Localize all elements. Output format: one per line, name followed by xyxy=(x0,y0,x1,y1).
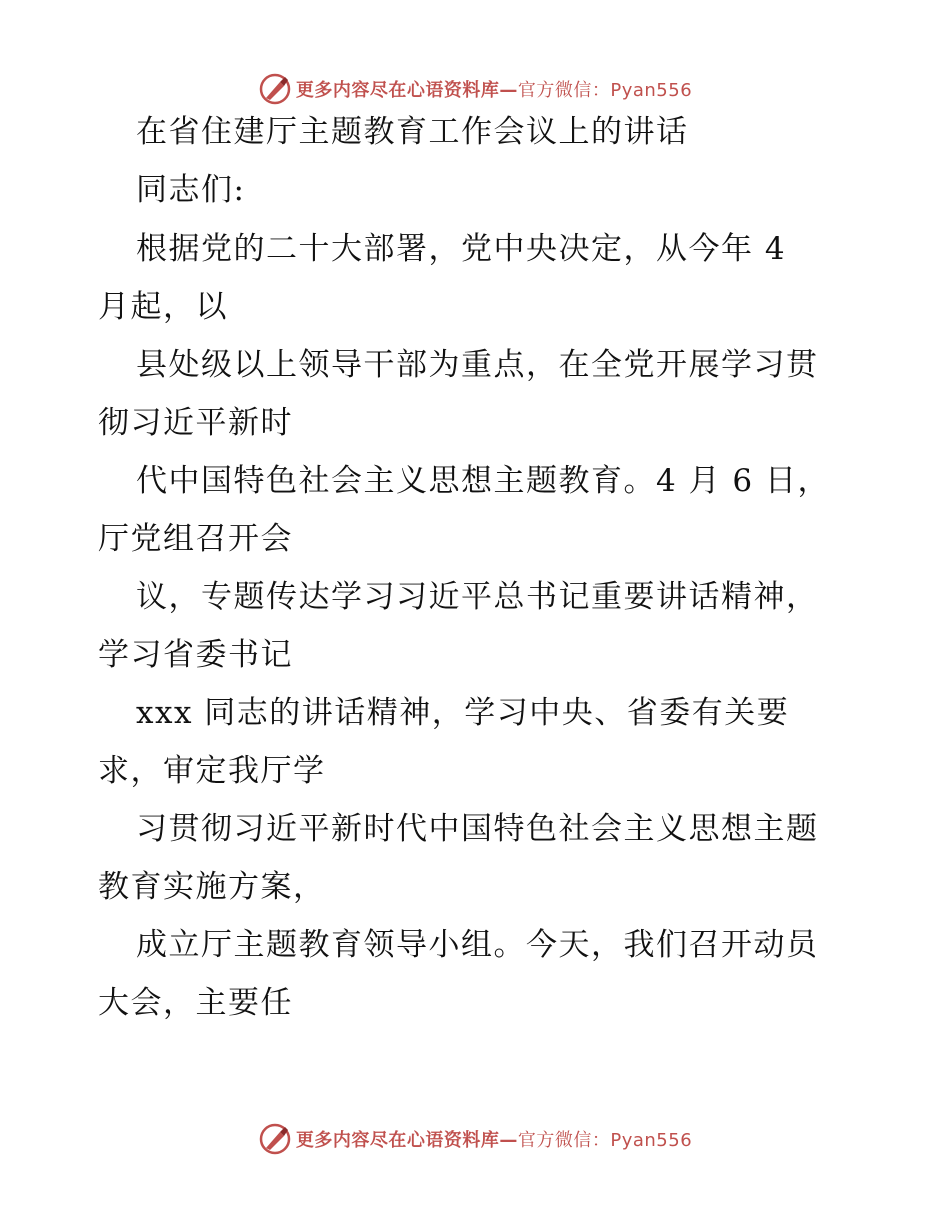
paragraph-line: 求，审定我厅学 xyxy=(98,753,326,789)
header-banner-text: 更多内容尽在心语资料库— xyxy=(295,80,518,101)
paragraph-line: 县处级以上领导干部为重点，在全党开展学习贯 xyxy=(136,347,819,383)
paragraph-line: 代中国特色社会主义思想主题教育。4 月 6 日， xyxy=(136,463,831,499)
pen-logo-icon xyxy=(258,72,292,106)
paragraph-line: 成立厅主题教育领导小组。今天，我们召开动员 xyxy=(136,927,819,963)
footer-banner-text: 更多内容尽在心语资料库— xyxy=(295,1130,518,1151)
paragraph-line: 教育实施方案， xyxy=(98,869,326,905)
paragraph-line: 月起，以 xyxy=(98,289,228,325)
paragraph-line: 议，专题传达学习习近平总书记重要讲话精神， xyxy=(136,579,819,615)
paragraph-line: 大会，主要任 xyxy=(98,985,293,1021)
footer-watermark-banner xyxy=(0,1122,950,1156)
salutation: 同志们: xyxy=(136,172,246,208)
paragraph-line: 学习省委书记 xyxy=(98,637,293,673)
pen-logo-icon xyxy=(258,1122,292,1156)
document-title: 在省住建厅主题教育工作会议上的讲话 xyxy=(136,114,689,150)
paragraph-line: xxx 同志的讲话精神，学习中央、省委有关要 xyxy=(136,695,790,731)
paragraph-line: 根据党的二十大部署，党中央决定，从今年 4 xyxy=(136,231,787,267)
header-banner-wechat: 官方微信：Pyan556 xyxy=(517,80,693,101)
paragraph-line: 彻习近平新时 xyxy=(98,405,293,441)
footer-banner-wechat: 官方微信：Pyan556 xyxy=(517,1130,693,1151)
paragraph-line: 习贯彻习近平新时代中国特色社会主义思想主题 xyxy=(136,811,819,847)
paragraph-line: 厅党组召开会 xyxy=(98,521,293,557)
header-watermark-banner xyxy=(0,72,950,106)
